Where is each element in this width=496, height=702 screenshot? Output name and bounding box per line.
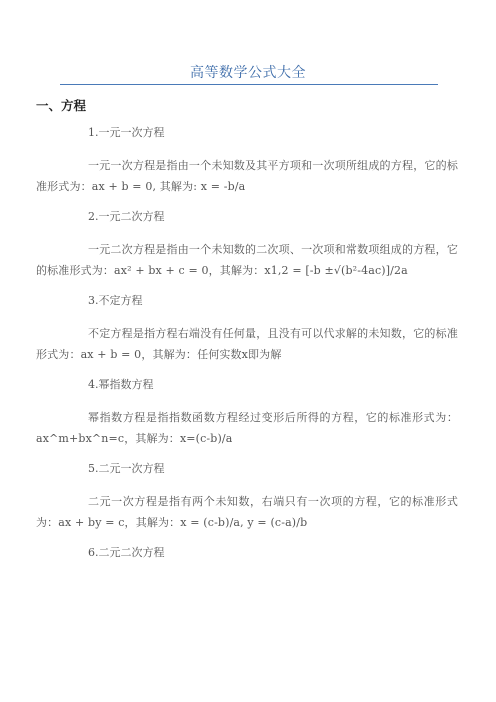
item-title: 5.二元一次方程 bbox=[88, 462, 165, 475]
equation-item-2 bbox=[36, 208, 458, 281]
equation-item-4 bbox=[36, 376, 458, 449]
item-body: 幂指数方程是指指数函数方程经过变形后所得的方程，它的标准形式为：ax^m+bx^n=c，其解为：x=(c-b)/a bbox=[36, 411, 458, 445]
item-title: 3.不定方程 bbox=[88, 294, 143, 307]
item-body: 二元一次方程是指有两个未知数，右端只有一次项的方程，它的标准形式为：ax + by = c，其解为：x = (c-b)/a, y = (c-a)/b bbox=[36, 495, 458, 529]
equation-item-3 bbox=[36, 292, 458, 365]
section-heading: 一、方程 bbox=[36, 98, 87, 113]
equation-item-5 bbox=[36, 460, 458, 533]
item-body: 一元二次方程是指由一个未知数的二次项、一次项和常数项组成的方程，它的标准形式为：ax² + bx + c = 0，其解为：x1,2 = [-b ±√(b²-4ac)]/2a bbox=[36, 243, 458, 277]
item-body: 一元一次方程是指由一个未知数及其平方项和一次项所组成的方程，它的标准形式为：ax + b = 0, 其解为: x = -b/a bbox=[36, 159, 458, 193]
item-title: 6.二元二次方程 bbox=[88, 546, 165, 559]
page-title: 高等数学公式大全 bbox=[190, 65, 306, 81]
item-title: 2.一元二次方程 bbox=[88, 210, 165, 223]
item-title: 4.幂指数方程 bbox=[88, 378, 154, 391]
equation-item-6 bbox=[36, 544, 458, 562]
item-title: 1.一元一次方程 bbox=[88, 126, 165, 139]
item-body: 不定方程是指方程右端没有任何量，且没有可以代求解的未知数，它的标准形式为：ax + b = 0，其解为：任何实数x即为解 bbox=[36, 327, 458, 361]
title-divider bbox=[60, 84, 438, 85]
equation-item-1 bbox=[36, 124, 458, 197]
